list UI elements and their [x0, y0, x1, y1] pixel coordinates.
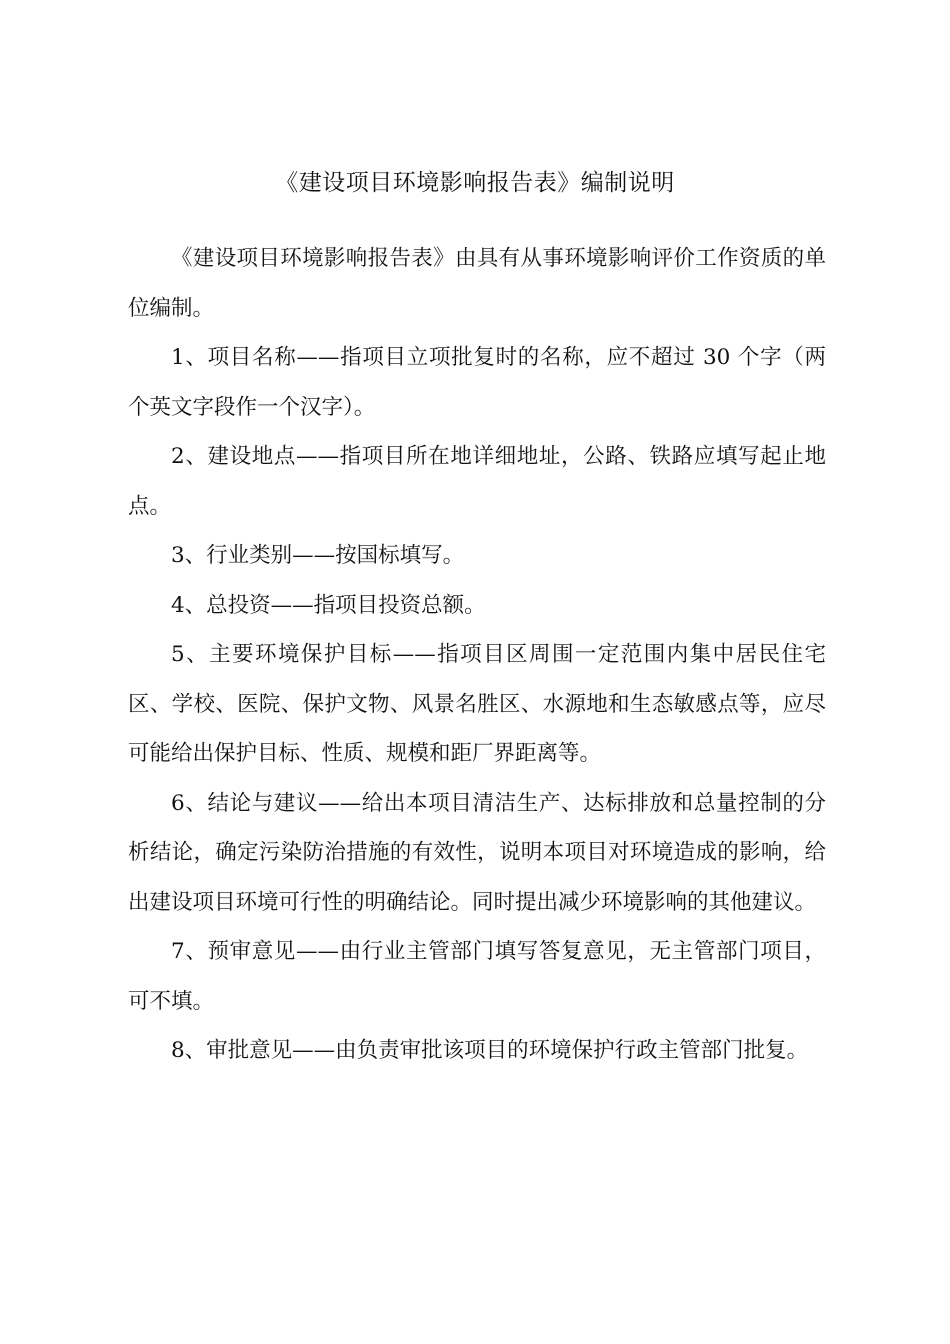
item-construction-location: 2、建设地点——指项目所在地详细地址，公路、铁路应填写起止地点。: [128, 444, 826, 519]
document-body: [128, 234, 826, 1076]
document-title: 《建设项目环境影响报告表》编制说明: [275, 170, 675, 196]
item-protection-targets: 5、主要环境保护目标——指项目区周围一定范围内集中居民住宅区、学校、医院、保护文物、风景名胜区、水源地和生态敏感点等，应尽可能给出保护目标、性质、规模和距厂界距离等。: [128, 642, 826, 766]
item-total-investment: 4、总投资——指项目投资总额。: [171, 592, 486, 618]
item-approval-opinion: 8、审批意见——由负责审批该项目的环境保护行政主管部门批复。: [171, 1038, 809, 1063]
item-pre-review-opinion: 7、预审意见——由行业主管部门填写答复意见，无主管部门项目，可不填。: [128, 939, 826, 1014]
intro-paragraph: 《建设项目环境影响报告表》由具有从事环境影响评价工作资质的单位编制。: [128, 246, 826, 321]
item-project-name: 1、项目名称——指项目立项批复时的名称，应不超过 30 个字（两个英文字段作一个汉字）。: [128, 345, 826, 420]
item-industry-category: 3、行业类别——按国标填写。: [171, 543, 465, 568]
item-conclusions: 6、结论与建议——给出本项目清洁生产、达标排放和总量控制的分析结论，确定污染防治措施的有效性，说明本项目对环境造成的影响，给出建设项目环境可行性的明确结论。同时提出减少环境影响的其他建议。: [128, 790, 826, 915]
